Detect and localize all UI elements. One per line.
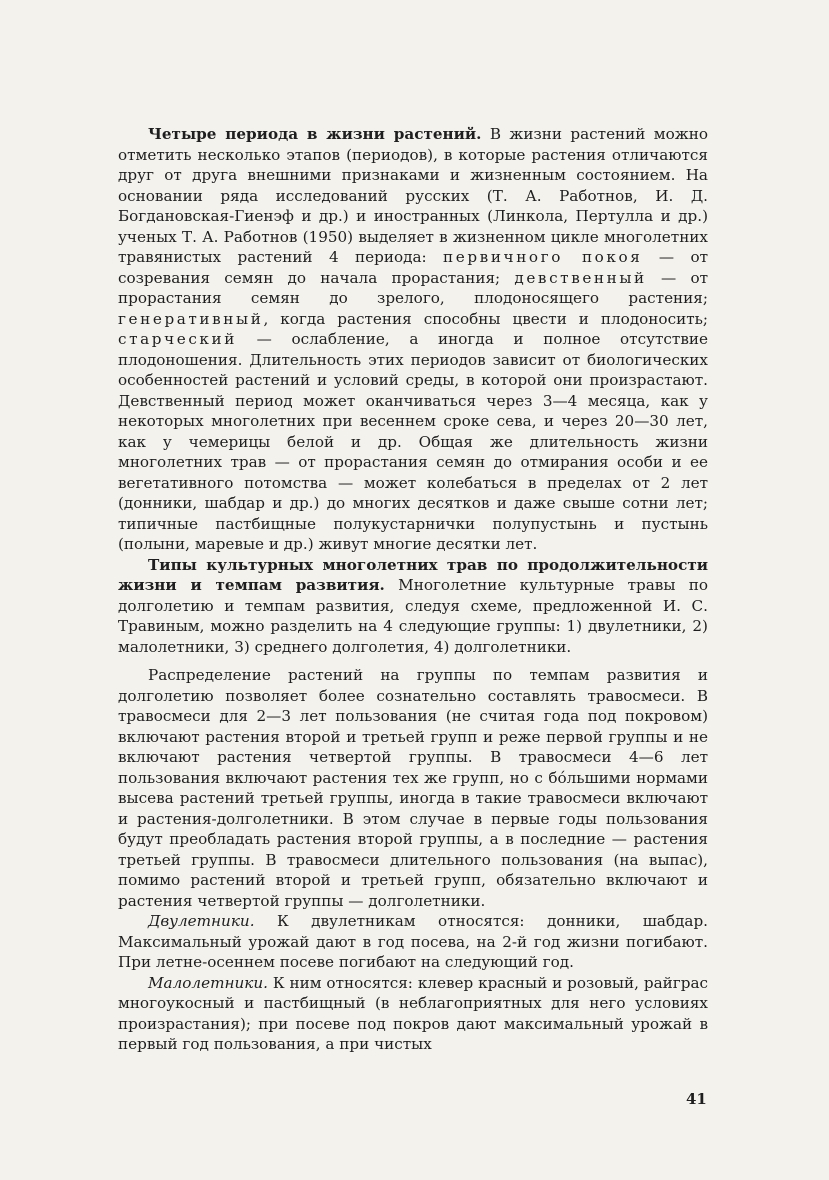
paragraph-grass-types: Типы культурных многолетних трав по продолжительности жизни и темпам развития. Многолетние культурные травы по долголетию и темпам развития, следуя схеме, предложенной И. С. Травиным, можно разделить на 4 следующие группы: 1) двулетники, 2) малолетники, 3) среднего долголетия, 4) долголетники. bbox=[118, 555, 708, 656]
heading-grass-types: Типы культурных многолетних трав по продолжительности жизни и темпам развития. bbox=[118, 555, 708, 594]
paragraph-four-periods: Четыре периода в жизни растений. В жизни растений можно отметить несколько этапов (периодов), в которые растения отличаются друг от друга внешними признаками и жизненным состоянием. На основании ряда исследований русских (Т. А. Работнов, И. Д. Богдановская-Гиенэф и др.) и иностранных (Линкола, Пертулла и др.) ученых Т. А. Работнов (1950) выделяет в жизненном цикле многолетних травянистых растений 4 периода: первичного покоя — от созревания семян до начала прорастания; девственный — от прорастания семян до зрелого, плодоносящего растения; генеративный, когда растения способны цвести и плодоносить; старческий — ослабление, а иногда и полное отсутствие плодоношения. Длительность этих периодов зависит от биологических особенностей растений и условий среды, в которой они произрастают. Девственный период может оканчиваться через 3—4 месяца, как у некоторых многолетних при весеннем сроке сева, и через 20—30 лет, как у чемерицы белой и др. Общая же длительность жизни многолетних трав — от прорастания семян до отмирания особи и ее вегетативного потомства — может колебаться в пределах от 2 лет (донники, шабдар и др.) до многих десятков и даже свыше сотни лет; типичные пастбищные полукустарнички полупустынь и пустынь (полыни, маревые и др.) живут многие десятки лет. bbox=[118, 125, 708, 553]
heading-four-periods: Четыре периода в жизни растений. bbox=[148, 125, 482, 143]
term-short-lived: Малолетники. bbox=[148, 973, 268, 992]
paragraph-short-lived: Малолетники. К ним относятся: клевер красный и розовый, райграс многоукосный и пастбищный (в неблагоприятных для него условиях произрастания); при посеве под покров дают максимальный урожай в первый год пользования, а при чистых bbox=[118, 973, 708, 1053]
term-primary-dormancy: первичного покоя bbox=[443, 248, 643, 266]
term-virginal: девственный bbox=[514, 268, 647, 287]
page-number: 41 bbox=[686, 1090, 707, 1108]
term-senile: старческий bbox=[118, 330, 237, 348]
paragraph-distribution: Распределение растений на группы по темпам развития и долголетию позволяет более сознательно составлять травосмеси. В травосмеси для 2—3 лет пользования (не считая года под покровом) включают растения второй и третьей групп и реже первой группы и не включают растения четвертой группы. В травосмеси 4—6 лет пользования включают растения тех же групп, но с бо́льшими нормами высева растений третьей группы, иногда в такие травосмеси включают и растения-долголетники. В этом случае в первые годы пользования будут преобладать растения второй группы, а в последние — растения третьей группы. В травосмеси длительного пользования (на выпас), помимо растений второй и третьей групп, обязательно включают и растения четвертой группы — долголетники. bbox=[118, 666, 708, 910]
paragraph-biennials: Двулетники. К двулетникам относятся: донники, шабдар. Максимальный урожай дают в год посева, на 2-й год жизни погибают. При летне-осеннем посеве погибают на следующий год. bbox=[118, 912, 708, 971]
term-generative: генеративный bbox=[118, 309, 264, 328]
term-biennials: Двулетники. bbox=[148, 912, 255, 930]
body-text bbox=[118, 124, 708, 1055]
